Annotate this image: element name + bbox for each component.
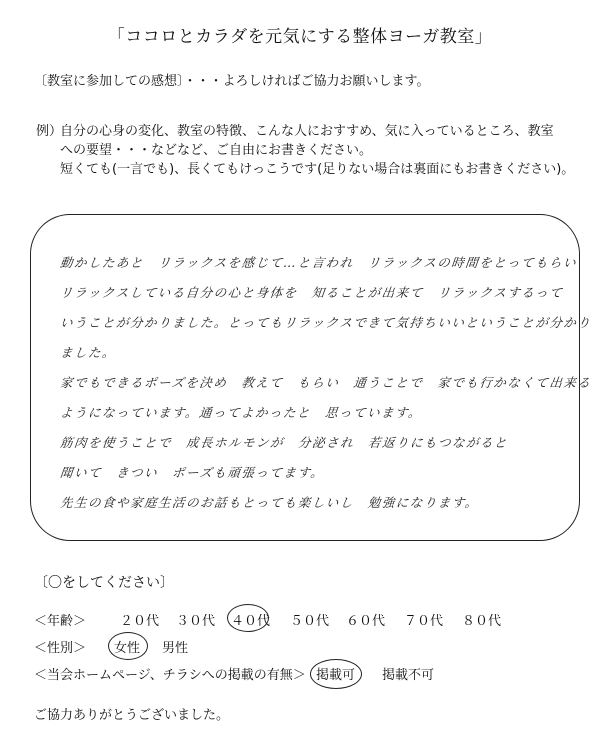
handwritten-line: 家でもできるポーズを決め 教えて もらい 通うことで 家でも行かなくて出来る xyxy=(59,375,593,390)
gender-option-female[interactable]: 女性 xyxy=(114,641,141,656)
example-instructions xyxy=(36,122,580,179)
age-option-70s[interactable]: ７０代 xyxy=(404,614,444,629)
age-option-40s[interactable]: ４０代 xyxy=(231,614,271,629)
example-line: への要望・・・などなど、ご自由にお書きください。 xyxy=(60,143,373,158)
consent-label: ＜当会ホームページ、チラシへの掲載の有無＞ xyxy=(34,668,306,683)
handwritten-line: いうことが分かりました。とってもリラックスできて気持ちいいということが分かり xyxy=(59,315,593,330)
handwritten-line: 先生の食や家庭生活のお話もとっても楽しいし 勉強になります。 xyxy=(59,495,480,510)
gender-option-male[interactable]: 男性 xyxy=(162,641,189,656)
age-option-80s[interactable]: ８０代 xyxy=(462,614,502,629)
age-option-50s[interactable]: ５０代 xyxy=(290,614,330,629)
selection-circle-consent xyxy=(310,659,362,689)
gender-label: ＜性別＞ xyxy=(34,641,87,656)
handwritten-line: ようになっています。通ってよかったと 思っています。 xyxy=(59,405,423,420)
selection-circle-gender xyxy=(108,632,148,660)
handwritten-answer xyxy=(59,248,593,518)
age-option-20s[interactable]: ２０代 xyxy=(120,614,160,629)
selection-circle-age xyxy=(227,604,269,632)
example-line: 短くても(一言でも)、長くてもけっこうです(足りない場合は裏面にもお書きください)。 xyxy=(60,162,575,177)
handwritten-line: 筋肉を使うことで 成長ホルモンが 分泌され 若返りにもつながると xyxy=(59,435,509,450)
age-label: ＜年齢＞ xyxy=(34,614,87,629)
age-option-60s[interactable]: ６０代 xyxy=(346,614,386,629)
example-line: 自分の心身の変化、教室の特徴、こんな人におすすめ、気に入っているところ、教室 xyxy=(60,124,554,139)
survey-instruction: 〔〇をしてください〕 xyxy=(34,575,174,591)
handwritten-line: ました。 xyxy=(59,345,117,360)
thanks-text: ご協力ありがとうございました。 xyxy=(34,708,230,723)
form-title: 「ココロとカラダを元気にする整体ヨーガ教室」 xyxy=(107,27,493,47)
handwritten-line: 聞いて きつい ポーズも頑張ってます。 xyxy=(59,465,326,480)
handwritten-line: リラックスしている自分の心と身体を 知ることが出来て リラックスするって xyxy=(59,285,565,300)
form-subtitle: 〔教室に参加しての感想〕・・・よろしければご協力お願いします。 xyxy=(34,74,430,89)
consent-option-allowed[interactable]: 掲載可 xyxy=(316,668,356,683)
age-option-30s[interactable]: ３０代 xyxy=(176,614,216,629)
handwritten-line: 動かしたあと リラックスを感じて…と言われ リラックスの時間をとってもらい xyxy=(59,255,578,270)
consent-option-not-allowed[interactable]: 掲載不可 xyxy=(382,668,435,683)
example-label: 例） xyxy=(36,124,63,139)
